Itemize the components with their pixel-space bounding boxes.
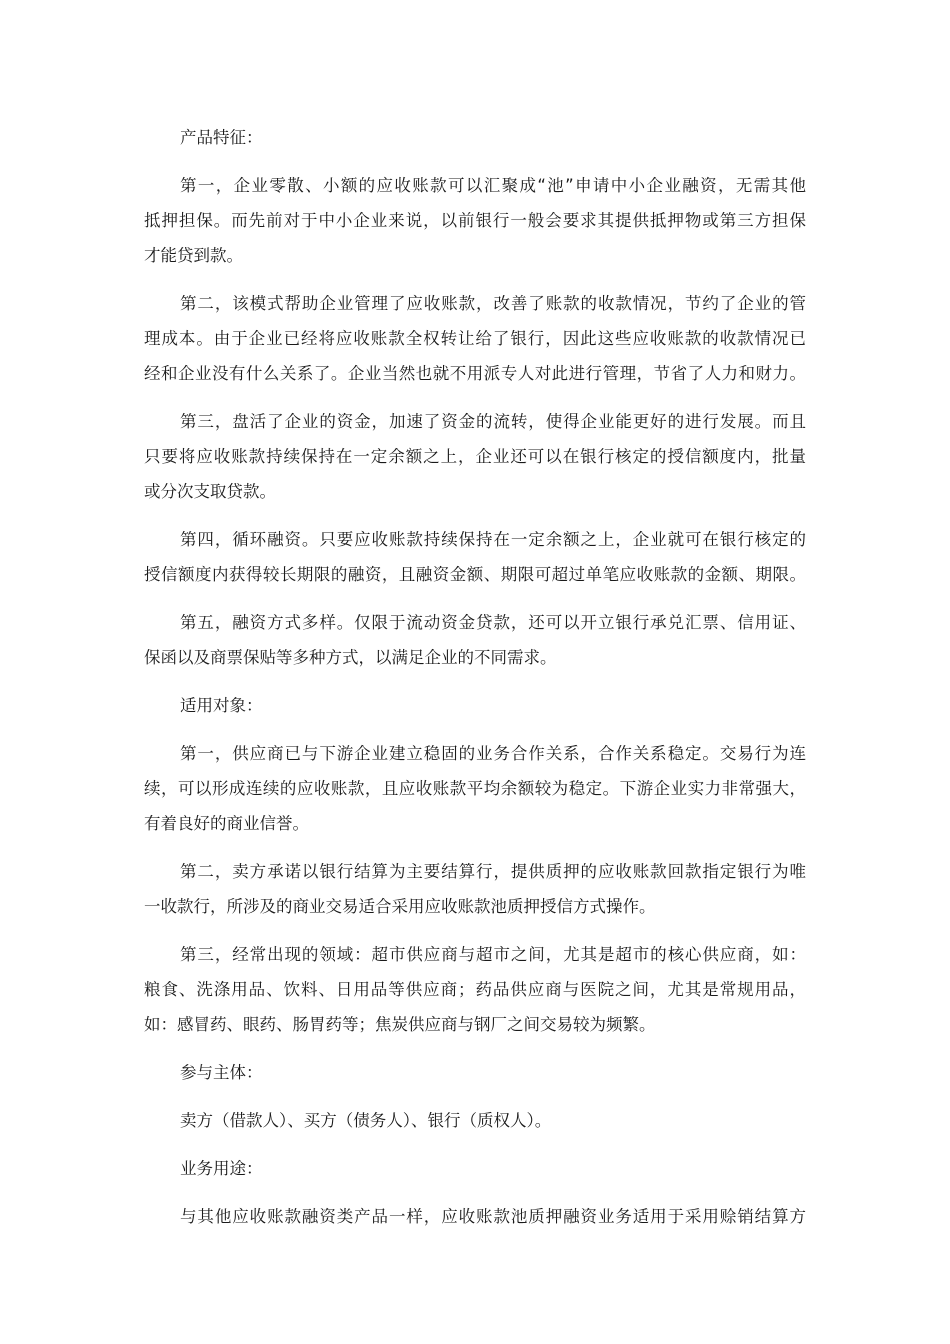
paragraph-line: 有着良好的商业信誉。 [144, 814, 309, 833]
paragraph-line: 卖方（借款人）、买方（债务人）、银行（质权人）。 [180, 1111, 552, 1130]
paragraph-line: 第二，该模式帮助企业管理了应收账款，改善了账款的收款情况，节约了企业的管 [180, 294, 806, 313]
paragraph-line: 第一，供应商已与下游企业建立稳固的业务合作关系，合作关系稳定。交易行为连 [180, 744, 806, 763]
paragraph-line: 第五，融资方式多样。仅限于流动资金贷款，还可以开立银行承兑汇票、信用证、 [180, 613, 806, 632]
heading-participants: 参与主体： [180, 1063, 263, 1082]
paragraph-line: 抵押担保。而先前对于中小企业来说，以前银行一般会要求其提供抵押物或第三方担保 [144, 211, 806, 230]
paragraph-line: 第二，卖方承诺以银行结算为主要结算行，提供质押的应收账款回款指定银行为唯 [180, 862, 806, 881]
paragraph-line: 第一，企业零散、小额的应收账款可以汇聚成“池”申请中小企业融资，无需其他 [180, 176, 806, 195]
paragraph-line: 第三，经常出现的领域：超市供应商与超市之间，尤其是超市的核心供应商，如： [180, 945, 806, 964]
paragraph-line: 保函以及商票保贴等多种方式，以满足企业的不同需求。 [144, 648, 557, 667]
paragraph-line: 才能贷到款。 [144, 246, 243, 265]
paragraph-line: 第三，盘活了企业的资金，加速了资金的流转，使得企业能更好的进行发展。而且 [180, 412, 806, 431]
paragraph-line: 理成本。由于企业已经将应收账款全权转让给了银行，因此这些应收账款的收款情况已 [144, 329, 806, 348]
heading-product-features: 产品特征： [180, 128, 263, 147]
paragraph-line: 如：感冒药、眼药、肠胃药等；焦炭供应商与钢厂之间交易较为频繁。 [144, 1015, 656, 1034]
paragraph-line: 授信额度内获得较长期限的融资，且融资金额、期限可超过单笔应收账款的金额、期限。 [144, 565, 806, 584]
paragraph-line: 或分次支取贷款。 [144, 482, 276, 501]
paragraph-line: 与其他应收账款融资类产品一样，应收账款池质押融资业务适用于采用赊销结算方 [180, 1207, 806, 1226]
paragraph-line: 粮食、洗涤用品、饮料、日用品等供应商；药品供应商与医院之间，尤其是常规用品， [144, 980, 806, 999]
heading-business-purpose: 业务用途： [180, 1159, 263, 1178]
paragraph-line: 第四，循环融资。只要应收账款持续保持在一定余额之上，企业就可在银行核定的 [180, 530, 806, 549]
paragraph-line: 只要将应收账款持续保持在一定余额之上，企业还可以在银行核定的授信额度内，批量 [144, 447, 806, 466]
paragraph-line: 续，可以形成连续的应收账款，且应收账款平均余额较为稳定。下游企业实力非常强大， [144, 779, 806, 798]
paragraph-line: 经和企业没有什么关系了。企业当然也就不用派专人对此进行管理，节省了人力和财力。 [144, 364, 806, 383]
paragraph-line: 一收款行，所涉及的商业交易适合采用应收账款池质押授信方式操作。 [144, 897, 656, 916]
heading-applicable-objects: 适用对象： [180, 696, 263, 715]
